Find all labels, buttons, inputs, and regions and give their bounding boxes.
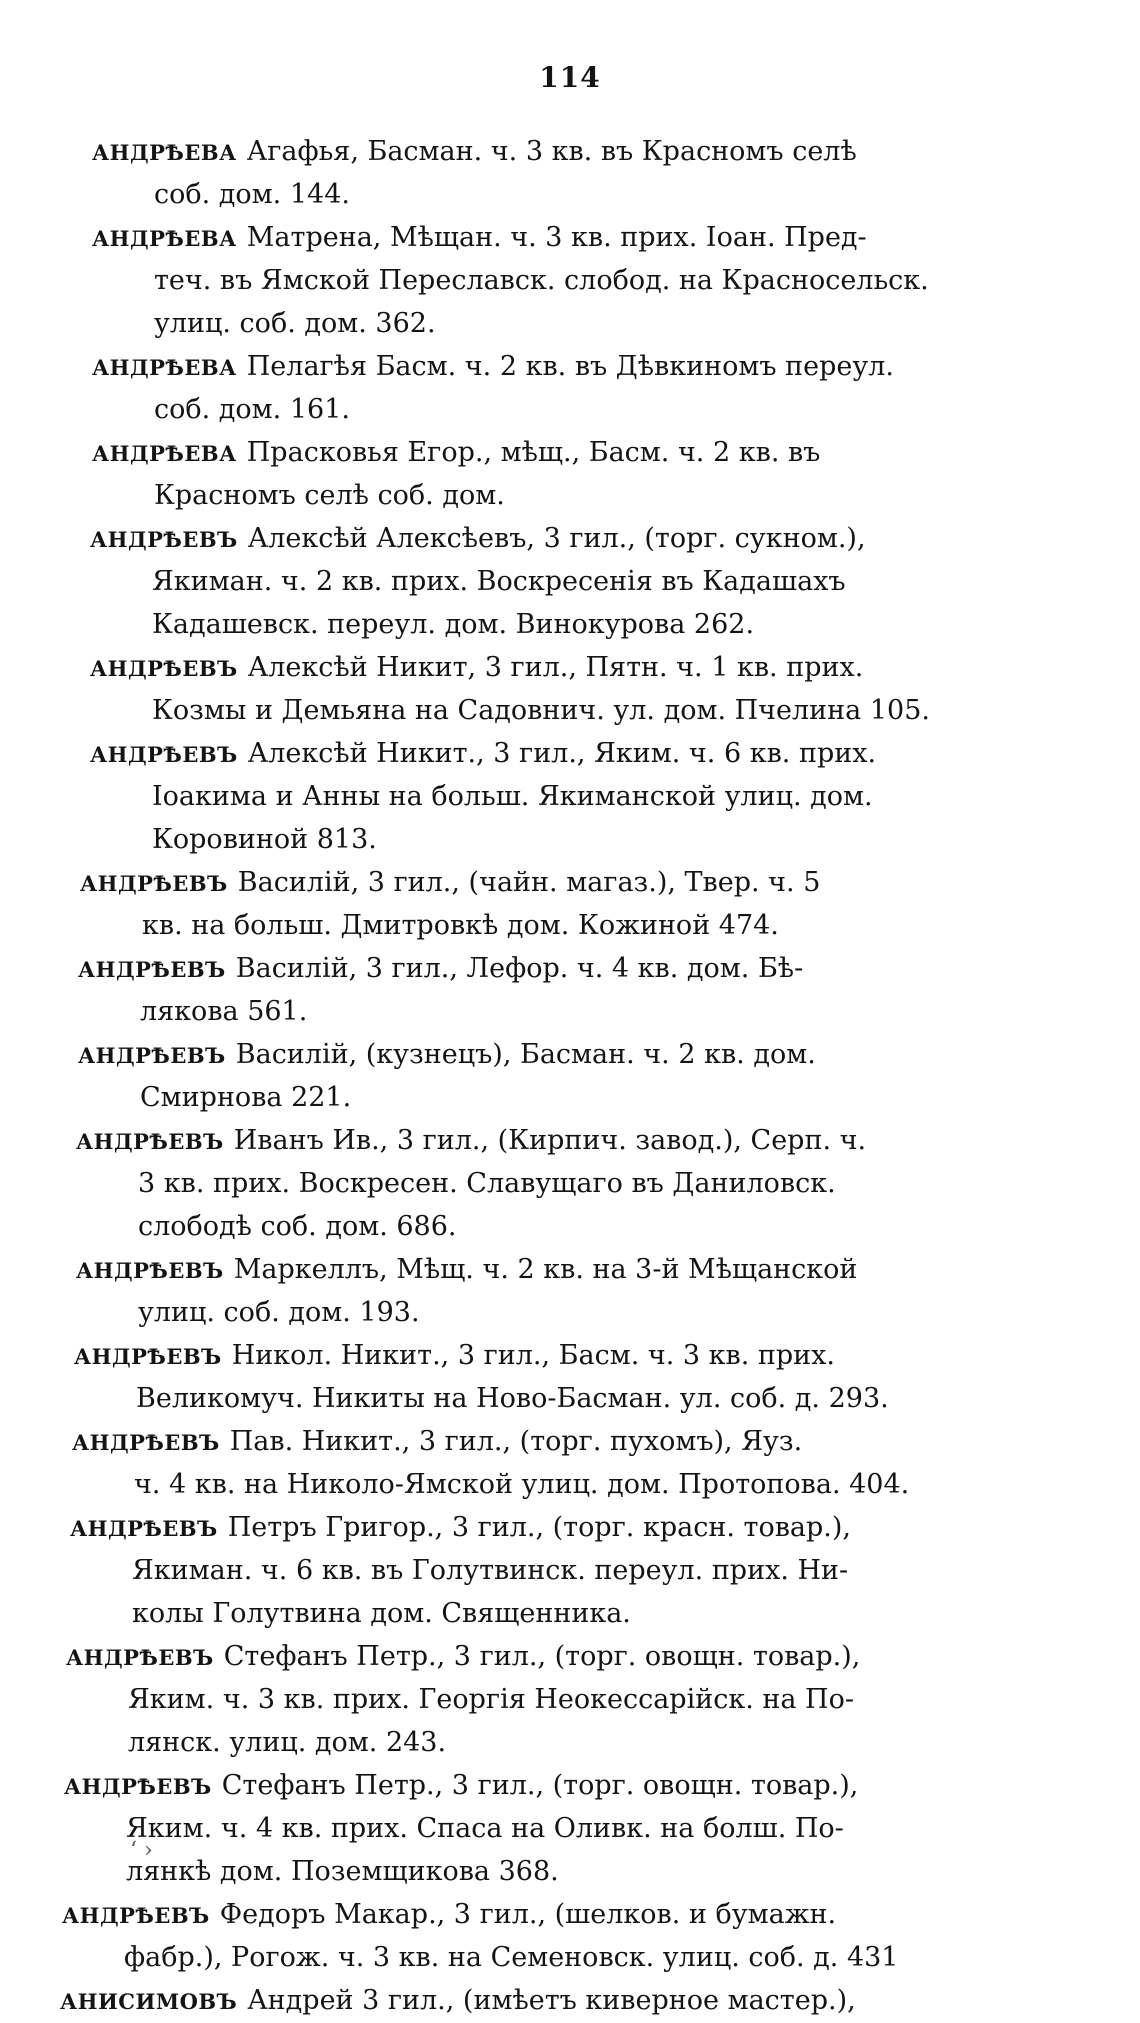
entry-surname: АНДРѢЕВА — [92, 226, 237, 251]
entry-text: лянкѣ дом. Поземщикова 368. — [126, 1856, 559, 1887]
entry-continuation-line — [64, 1807, 1024, 1850]
entry-first-line — [66, 1635, 1026, 1678]
directory-entry — [72, 1420, 1032, 1506]
entry-text: Алексѣй Никит, 3 гил., Пятн. ч. 1 кв. прих. — [247, 652, 864, 683]
directory-entry — [92, 345, 1052, 431]
entry-surname: АНДРѢЕВЪ — [64, 1774, 212, 1799]
entry-text: Федоръ Макар., 3 гил., (шелков. и бумажн. — [219, 1899, 837, 1930]
entry-surname: АНДРѢЕВЪ — [90, 742, 238, 767]
entry-surname: АНДРѢЕВА — [92, 441, 237, 466]
entry-continuation-line — [64, 1850, 1024, 1893]
entry-continuation-line — [78, 1076, 1038, 1119]
directory-entry — [76, 1119, 1036, 1248]
entry-text: Кадашевск. переул. дом. Винокурова 262. — [152, 609, 755, 640]
entry-text: Василій, 3 гил., (чайн. магаз.), Твер. ч. 5 — [237, 867, 821, 898]
entry-surname: АНДРѢЕВА — [92, 355, 237, 380]
entry-continuation-line — [92, 173, 1052, 216]
directory-entry — [78, 1033, 1038, 1119]
entry-surname: АНДРѢЕВЪ — [70, 1516, 218, 1541]
entry-continuation-line — [66, 1678, 1026, 1721]
entry-text: Стефанъ Петр., 3 гил., (торг. овощн. товар.), — [221, 1770, 859, 1801]
entry-text: лякова 561. — [140, 996, 308, 1027]
entry-text: Петръ Григор., 3 гил., (торг. красн. товар.), — [227, 1512, 851, 1543]
entry-continuation-line — [70, 1592, 1030, 1635]
entry-continuation-line — [90, 775, 1050, 818]
entry-text: 3 кв. прих. Воскресен. Славущаго въ Даниловск. — [138, 1168, 836, 1199]
entry-continuation-line — [76, 1205, 1036, 1248]
entry-text: Алексѣй Никит., 3 гил., Яким. ч. 6 кв. прих. — [247, 738, 877, 769]
entry-continuation-line — [76, 1291, 1036, 1334]
entry-text: Никол. Никит., 3 гил., Басм. ч. 3 кв. прих. — [231, 1340, 835, 1371]
entry-text: Иванъ Ив., 3 гил., (Кирпич. завод.), Серп. ч. — [233, 1125, 867, 1156]
entry-continuation-line — [90, 560, 1050, 603]
entry-text: Іоакима и Анны на больш. Якиманской улиц. дом. — [152, 781, 873, 812]
directory-entry — [78, 947, 1038, 1033]
directory-entry — [76, 1248, 1036, 1334]
directory-entry — [92, 216, 1052, 345]
entry-text: Красномъ селѣ соб. дом. — [154, 480, 505, 511]
entry-text: Василій, (кузнецъ), Басман. ч. 2 кв. дом. — [235, 1039, 816, 1070]
entry-continuation-line — [78, 990, 1038, 1033]
entry-continuation-line — [92, 474, 1052, 517]
directory-entry — [80, 861, 1040, 947]
entry-first-line — [76, 1248, 1036, 1291]
entry-surname: АНИСИМОВЪ — [60, 1989, 238, 2014]
entry-text: соб. дом. 161. — [154, 394, 350, 425]
entry-text: кв. на больш. Дмитровкѣ дом. Кожиной 474. — [142, 910, 779, 941]
entry-surname: АНДРѢЕВЪ — [90, 656, 238, 681]
entry-text: Яким. ч. 4 кв. прих. Спаса на Оливк. на болш. По- — [126, 1813, 844, 1844]
entry-continuation-line — [80, 904, 1040, 947]
entry-continuation-line — [66, 1721, 1026, 1764]
entry-text: слободѣ соб. дом. 686. — [138, 1211, 457, 1242]
entry-continuation-line — [92, 259, 1052, 302]
entry-first-line — [62, 1893, 1022, 1936]
entry-text: улиц. соб. дом. 362. — [154, 308, 436, 339]
entry-text: лянск. улиц. дом. 243. — [128, 1727, 447, 1758]
entry-first-line — [64, 1764, 1024, 1807]
entry-surname: АНДРѢЕВЪ — [76, 1258, 224, 1283]
entry-text: Якиман. ч. 6 кв. въ Голутвинск. переул. прих. Ни- — [132, 1555, 849, 1586]
entry-first-line — [70, 1506, 1030, 1549]
entry-text: Якиман. ч. 2 кв. прих. Воскресенія въ Кадашахъ — [152, 566, 846, 597]
entry-surname: АНДРѢЕВЪ — [74, 1344, 222, 1369]
entry-continuation-line — [92, 388, 1052, 431]
entry-surname: АНДРѢЕВЪ — [76, 1129, 224, 1154]
entry-first-line — [90, 646, 1050, 689]
entry-first-line — [90, 517, 1050, 560]
directory-entry — [62, 1893, 1022, 1979]
directory-entry — [92, 431, 1052, 517]
entry-text: соб. дом. 144. — [154, 179, 350, 210]
directory-entry — [90, 517, 1050, 646]
entry-surname: АНДРѢЕВА — [92, 140, 237, 165]
entry-first-line — [74, 1334, 1034, 1377]
entry-continuation-line — [90, 818, 1050, 861]
entry-continuation-line — [92, 302, 1052, 345]
entry-text: Великомуч. Никиты на Ново-Басман. ул. соб. д. 293. — [136, 1383, 889, 1414]
entry-text: Прасковья Егор., мѣщ., Басм. ч. 2 кв. въ — [246, 437, 821, 468]
entry-text: улиц. соб. дом. 193. — [138, 1297, 420, 1328]
directory-entry — [66, 1635, 1026, 1764]
entry-text: Алексѣй Алексѣевъ, 3 гил., (торг. сукном.), — [247, 523, 866, 554]
entry-continuation-line — [76, 1162, 1036, 1205]
page-number: 114 — [539, 61, 601, 94]
entry-text: ч. 4 кв. на Николо-Ямской улиц. дом. Протопова. 404. — [134, 1469, 910, 1500]
margin-mark: ‘ › — [130, 1838, 153, 1863]
entry-text: Пелагѣя Басм. ч. 2 кв. въ Дѣвкиномъ переул. — [246, 351, 894, 382]
entry-text: Матрена, Мѣщан. ч. 3 кв. прих. Іоан. Пред- — [246, 222, 867, 253]
entry-first-line — [78, 1033, 1038, 1076]
entry-text: Андрей 3 гил., (имѣетъ киверное мастер.), — [247, 1985, 856, 2016]
entry-continuation-line — [90, 689, 1050, 732]
entry-first-line — [76, 1119, 1036, 1162]
entry-continuation-line — [90, 603, 1050, 646]
entry-first-line — [92, 130, 1052, 173]
directory-entry — [74, 1334, 1034, 1420]
entry-first-line — [80, 861, 1040, 904]
entry-continuation-line — [70, 1549, 1030, 1592]
entry-text: фабр.), Рогож. ч. 3 кв. на Семеновск. улиц. соб. д. 431 — [124, 1942, 899, 1973]
entry-text: Яким. ч. 3 кв. прих. Георгія Неокессарійск. на По- — [128, 1684, 854, 1715]
directory-entry — [60, 1979, 1020, 2022]
entry-surname: АНДРѢЕВЪ — [80, 871, 228, 896]
entry-surname: АНДРѢЕВЪ — [78, 1043, 226, 1068]
entry-text: Василій, 3 гил., Лефор. ч. 4 кв. дом. Бѣ- — [235, 953, 804, 984]
entry-first-line — [90, 732, 1050, 775]
entry-continuation-line — [72, 1463, 1032, 1506]
entry-continuation-line — [62, 1936, 1022, 1979]
entry-first-line — [60, 1979, 1020, 2022]
directory-entry — [92, 130, 1052, 216]
entry-surname: АНДРѢЕВЪ — [78, 957, 226, 982]
entry-surname: АНДРѢЕВЪ — [66, 1645, 214, 1670]
entry-text: Коровиной 813. — [152, 824, 377, 855]
entry-surname: АНДРѢЕВЪ — [62, 1903, 210, 1928]
entry-text: колы Голутвина дом. Священника. — [132, 1598, 631, 1629]
entry-text: Агафья, Басман. ч. 3 кв. въ Красномъ селѣ — [246, 136, 857, 167]
entry-first-line — [92, 345, 1052, 388]
directory-entry — [90, 732, 1050, 861]
entry-text: Маркеллъ, Мѣщ. ч. 2 кв. на 3-й Мѣщанской — [233, 1254, 858, 1285]
directory-entry — [64, 1764, 1024, 1893]
entry-surname: АНДРѢЕВЪ — [72, 1430, 220, 1455]
entry-text: Смирнова 221. — [140, 1082, 352, 1113]
entry-first-line — [78, 947, 1038, 990]
entry-text: теч. въ Ямской Переславск. слобод. на Красносельск. — [154, 265, 929, 296]
entry-first-line — [92, 431, 1052, 474]
entry-text: Стефанъ Петр., 3 гил., (торг. овощн. товар.), — [223, 1641, 861, 1672]
directory-entry — [90, 646, 1050, 732]
directory-entry — [70, 1506, 1030, 1635]
entry-text: Козмы и Демьяна на Садовнич. ул. дом. Пчелина 105. — [152, 695, 930, 726]
entry-first-line — [92, 216, 1052, 259]
entry-text: Пав. Никит., 3 гил., (торг. пухомъ), Яуз. — [229, 1426, 803, 1457]
entry-surname: АНДРѢЕВЪ — [90, 527, 238, 552]
entry-continuation-line — [74, 1377, 1034, 1420]
entry-first-line — [72, 1420, 1032, 1463]
